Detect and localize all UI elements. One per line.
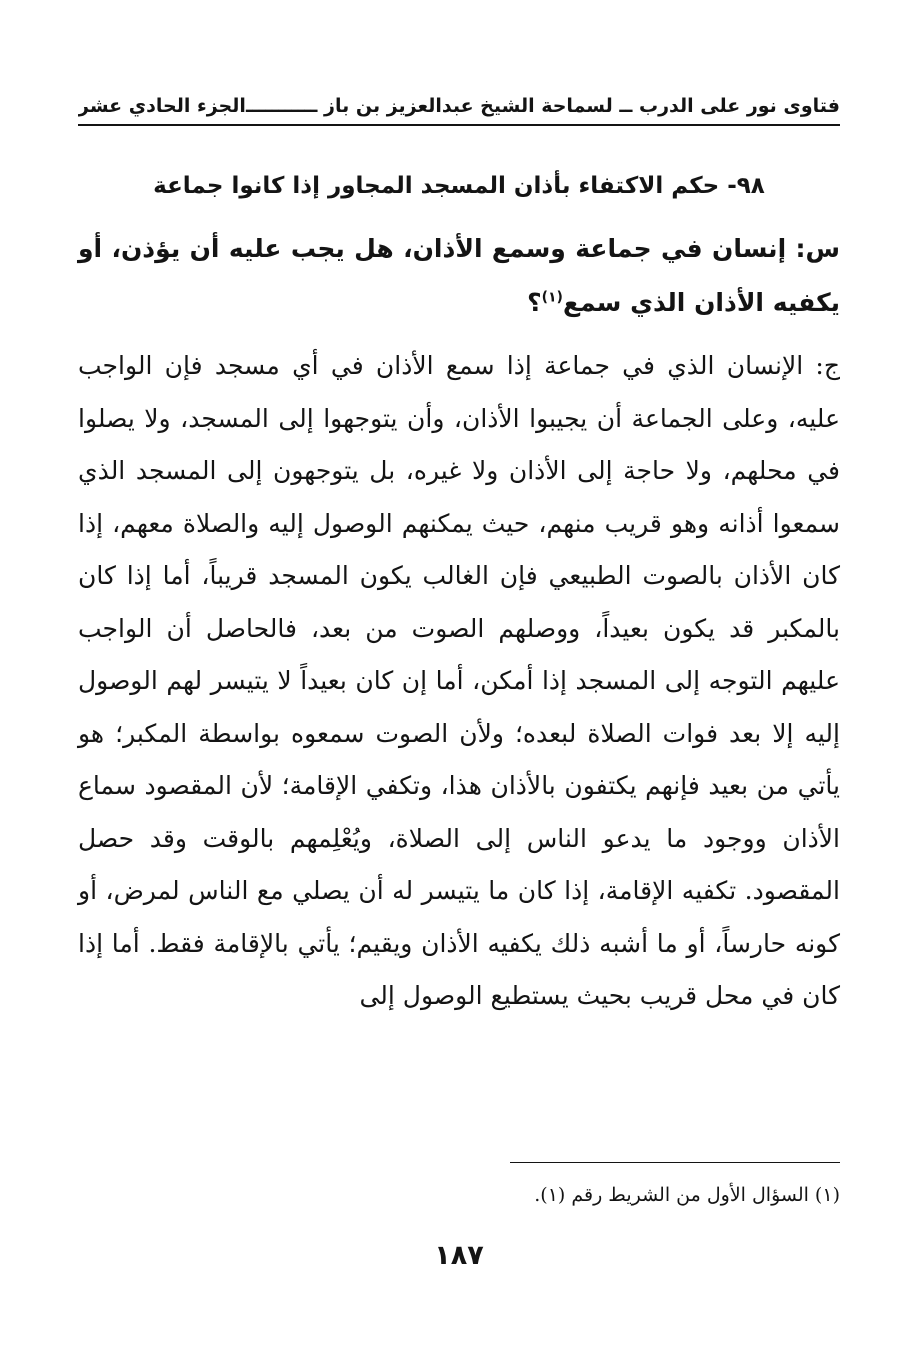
section-title: حكم الاكتفاء بأذان المسجد المجاور إذا كانوا جماعة [153, 173, 720, 199]
footnote-reference: (١) [541, 289, 563, 306]
volume-label: الجزء الحادي عشر [78, 95, 246, 117]
question-mark: ؟ [527, 288, 542, 317]
book-title: فتاوى نور على الدرب ــ لسماحة الشيخ عبدالعزيز بن باز ـــــــــــ [245, 95, 840, 117]
answer-paragraph: ج: الإنسان الذي في جماعة إذا سمع الأذان في أي مسجد فإن الواجب عليه، وعلى الجماعة أن يجيبوا الأذان، وأن يتوجهوا إلى المسجد، ولا يصلوا في محلهم، ولا حاجة إلى الأذان ولا غيره، بل يتوجهون إلى المسجد الذي سمعوا أذانه وهو قريب منهم، حيث يمكنهم الوصول إليه والصلاة معهم، إذا كان الأذان بالصوت الطبيعي فإن الغالب يكون المسجد قريباً، أما إذا كان بالمكبر قد يكون بعيداً، ووصلهم الصوت من بعد، فالحاصل أن الواجب عليهم التوجه إلى المسجد إذا أمكن، أما إن كان بعيداً لا يتيسر لهم الوصول إليه إلا بعد فوات الصلاة لبعده؛ ولأن الصوت سمعوه بواسطة المكبر؛ هو يأتي من بعيد فإنهم يكتفون بالأذان هذا، وتكفي الإقامة؛ لأن المقصود سماع الأذان ووجود ما يدعو الناس إلى الصلاة، ويُعْلِمهم بالوقت وقد حصل المقصود. تكفيه الإقامة، إذا كان ما يتيسر له أن يصلي مع الناس لمرض، أو كونه حارساً، أو ما أشبه ذلك يكفيه الأذان ويقيم؛ يأتي بالإقامة فقط. أما إذا كان في محل قريب بحيث يستطيع الوصول إلى [78, 351, 840, 1010]
question-text: س: إنسان في جماعة وسمع الأذان، هل يجب عليه أن يؤذن، أو يكفيه الأذان الذي سمع [78, 234, 840, 317]
section-number: ٩٨- [727, 173, 765, 199]
section-heading [78, 166, 840, 206]
footnote: (١) السؤال الأول من الشريط رقم (١). [534, 1184, 840, 1206]
running-header [78, 88, 840, 126]
footnote-divider [510, 1162, 840, 1163]
page-number: ١٨٧ [434, 1240, 484, 1271]
question-paragraph [78, 222, 840, 330]
